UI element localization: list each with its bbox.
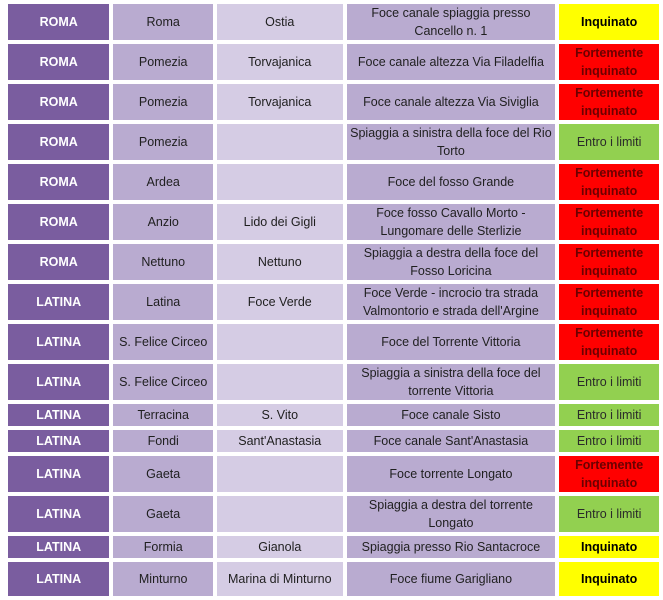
punto-prelievo-cell: Foce canale altezza Via Siviglia	[347, 84, 556, 120]
comune-cell: Ardea	[113, 164, 213, 200]
localita-cell: Torvajanica	[217, 84, 343, 120]
punto-prelievo-cell: Foce fiume Garigliano	[347, 562, 556, 596]
provincia-cell: ROMA	[8, 84, 109, 120]
comune-cell: Nettuno	[113, 244, 213, 280]
localita-cell: S. Vito	[217, 404, 343, 426]
esito-cell: Fortemente inquinato	[559, 284, 659, 320]
esito-cell: Entro i limiti	[559, 404, 659, 426]
provincia-cell: LATINA	[8, 456, 109, 492]
table-row	[8, 204, 659, 240]
table-row	[8, 404, 659, 426]
provincia-cell: LATINA	[8, 562, 109, 596]
punto-prelievo-cell: Foce del fosso Grande	[347, 164, 556, 200]
provincia-cell: LATINA	[8, 496, 109, 532]
esito-cell: Fortemente inquinato	[559, 44, 659, 80]
provincia-cell: ROMA	[8, 4, 109, 40]
punto-prelievo-cell: Spiaggia a sinistra della foce del torrente Vittoria	[347, 364, 556, 400]
table-row	[8, 4, 659, 40]
provincia-cell: LATINA	[8, 404, 109, 426]
table-row	[8, 44, 659, 80]
comune-cell: Gaeta	[113, 456, 213, 492]
localita-cell	[217, 324, 343, 360]
provincia-cell: ROMA	[8, 244, 109, 280]
comune-cell: Gaeta	[113, 496, 213, 532]
provincia-cell: LATINA	[8, 324, 109, 360]
punto-prelievo-cell: Spiaggia a destra della foce del Fosso Loricina	[347, 244, 556, 280]
punto-prelievo-cell: Spiaggia presso Rio Santacroce	[347, 536, 556, 558]
esito-cell: Inquinato	[559, 562, 659, 596]
table-row	[8, 124, 659, 160]
localita-cell: Nettuno	[217, 244, 343, 280]
esito-cell: Fortemente inquinato	[559, 324, 659, 360]
comune-cell: S. Felice Circeo	[113, 364, 213, 400]
punto-prelievo-cell: Spiaggia a sinistra della foce del Rio Torto	[347, 124, 556, 160]
localita-cell: Torvajanica	[217, 44, 343, 80]
table-row	[8, 84, 659, 120]
table-row	[8, 324, 659, 360]
provincia-cell: LATINA	[8, 536, 109, 558]
localita-cell: Foce Verde	[217, 284, 343, 320]
punto-prelievo-cell: Foce torrente Longato	[347, 456, 556, 492]
localita-cell	[217, 496, 343, 532]
esito-cell: Fortemente inquinato	[559, 84, 659, 120]
comune-cell: Pomezia	[113, 44, 213, 80]
table-row	[8, 164, 659, 200]
table-row	[8, 364, 659, 400]
localita-cell: Ostia	[217, 4, 343, 40]
table-row	[8, 536, 659, 558]
esito-cell: Fortemente inquinato	[559, 244, 659, 280]
punto-prelievo-cell: Spiaggia a destra del torrente Longato	[347, 496, 556, 532]
table-row	[8, 456, 659, 492]
localita-cell	[217, 364, 343, 400]
comune-cell: Pomezia	[113, 124, 213, 160]
localita-cell: Gianola	[217, 536, 343, 558]
esito-cell: Inquinato	[559, 536, 659, 558]
provincia-cell: ROMA	[8, 164, 109, 200]
punto-prelievo-cell: Foce canale altezza Via Filadelfia	[347, 44, 556, 80]
punto-prelievo-cell: Foce canale spiaggia presso Cancello n. 1	[347, 4, 556, 40]
esito-cell: Fortemente inquinato	[559, 204, 659, 240]
table-row	[8, 562, 659, 596]
provincia-cell: ROMA	[8, 44, 109, 80]
comune-cell: Roma	[113, 4, 213, 40]
comune-cell: Fondi	[113, 430, 213, 452]
localita-cell	[217, 164, 343, 200]
esito-cell: Fortemente inquinato	[559, 164, 659, 200]
localita-cell	[217, 456, 343, 492]
comune-cell: Formia	[113, 536, 213, 558]
comune-cell: Minturno	[113, 562, 213, 596]
table-row	[8, 496, 659, 532]
table-row	[8, 284, 659, 320]
table-body	[8, 4, 659, 596]
punto-prelievo-cell: Foce del Torrente Vittoria	[347, 324, 556, 360]
localita-cell: Marina di Minturno	[217, 562, 343, 596]
comune-cell: S. Felice Circeo	[113, 324, 213, 360]
esito-cell: Entro i limiti	[559, 124, 659, 160]
localita-cell	[217, 124, 343, 160]
localita-cell: Lido dei Gigli	[217, 204, 343, 240]
punto-prelievo-cell: Foce canale Sant'Anastasia	[347, 430, 556, 452]
punto-prelievo-cell: Foce canale Sisto	[347, 404, 556, 426]
esito-cell: Entro i limiti	[559, 430, 659, 452]
esito-cell: Entro i limiti	[559, 364, 659, 400]
comune-cell: Anzio	[113, 204, 213, 240]
provincia-cell: LATINA	[8, 430, 109, 452]
esito-cell: Entro i limiti	[559, 496, 659, 532]
provincia-cell: LATINA	[8, 364, 109, 400]
esito-cell: Fortemente inquinato	[559, 456, 659, 492]
comune-cell: Pomezia	[113, 84, 213, 120]
punto-prelievo-cell: Foce Verde - incrocio tra strada Valmontorio e strada dell'Argine	[347, 284, 556, 320]
esito-cell: Inquinato	[559, 4, 659, 40]
comune-cell: Latina	[113, 284, 213, 320]
provincia-cell: LATINA	[8, 284, 109, 320]
punto-prelievo-cell: Foce fosso Cavallo Morto - Lungomare delle Sterlizie	[347, 204, 556, 240]
table-row	[8, 244, 659, 280]
table-row	[8, 430, 659, 452]
sampling-results-table	[4, 0, 663, 600]
comune-cell: Terracina	[113, 404, 213, 426]
provincia-cell: ROMA	[8, 124, 109, 160]
localita-cell: Sant'Anastasia	[217, 430, 343, 452]
provincia-cell: ROMA	[8, 204, 109, 240]
